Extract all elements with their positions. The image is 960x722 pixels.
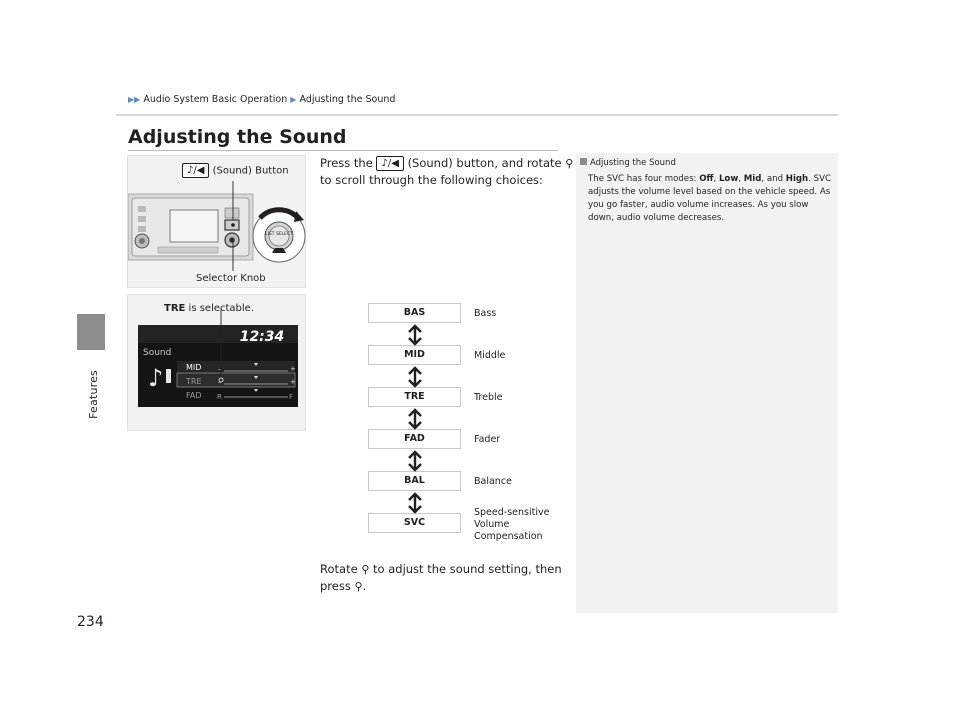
svc-mode-low: Low xyxy=(718,174,739,184)
choice-box-bas: BAS xyxy=(368,303,461,323)
intro-text: to scroll through the following choices: xyxy=(320,173,543,187)
sound-note-icon: ♪ xyxy=(148,364,164,392)
selector-knob-label: Selector Knob xyxy=(196,273,266,284)
sound-screen-figure xyxy=(127,294,306,431)
sidebar-text: , and xyxy=(761,174,786,184)
tre-callout-code: TRE xyxy=(164,303,186,314)
double-arrow-icon xyxy=(405,450,425,472)
page-title: Adjusting the Sound xyxy=(128,126,347,148)
sidebar-note xyxy=(576,153,838,613)
svg-text:+: + xyxy=(290,378,296,386)
side-tab-label: Features xyxy=(87,370,100,419)
sidebar-heading-text: Adjusting the Sound xyxy=(590,158,676,168)
svg-text:+: + xyxy=(290,365,296,373)
double-arrow-icon xyxy=(405,408,425,430)
choice-label-fad: Fader xyxy=(474,434,501,445)
outro-text: press xyxy=(320,579,351,593)
breadcrumb-item-audio-basic[interactable]: Audio System Basic Operation xyxy=(143,94,288,105)
svg-text:–: – xyxy=(218,365,222,373)
outro-text: . xyxy=(362,579,367,593)
tre-callout-text: is selectable. xyxy=(185,303,255,314)
sidebar-text: SVC adjusts the volume level based on the vehicle speed. As you go faster, audio volume increases. As you slow down, audio volume decreases. xyxy=(588,174,831,223)
choice-label-svc-line3: Compensation xyxy=(474,531,543,542)
outro-text: to adjust the sound setting, then xyxy=(373,562,562,576)
breadcrumb-arrow-icon: ▶ xyxy=(290,95,297,104)
svc-mode-high: High xyxy=(785,174,809,184)
svg-text:–: – xyxy=(218,378,222,386)
sound-button-icon: ♪/◀ xyxy=(182,163,209,178)
note-marker-icon xyxy=(580,158,587,165)
choice-label-svc-line1: Speed-sensitive xyxy=(474,507,550,518)
double-arrow-icon xyxy=(405,492,425,514)
tre-callout xyxy=(164,303,254,314)
breadcrumb xyxy=(128,94,395,105)
sidebar-text: The SVC has four modes: xyxy=(588,174,700,184)
choice-label-mid: Middle xyxy=(474,350,506,361)
sidebar-text: , xyxy=(713,174,719,184)
sidebar-text: . xyxy=(808,174,811,184)
sidebar-heading xyxy=(580,158,676,168)
choice-label-svc-line2: Volume xyxy=(474,519,510,530)
sidebar-body xyxy=(588,173,834,225)
svc-mode-off: Off xyxy=(699,174,714,184)
outro-text: Rotate xyxy=(320,562,358,576)
page-number: 234 xyxy=(77,614,104,630)
knob-press-icon: ⚲ xyxy=(354,580,363,593)
screen-clock: 12:34 xyxy=(239,329,285,345)
sidebar-text: , xyxy=(738,174,744,184)
screen-title: Sound xyxy=(143,348,172,358)
screen-row-mid: MID xyxy=(186,363,202,372)
double-arrow-icon xyxy=(405,366,425,388)
outro-paragraph xyxy=(320,561,562,595)
double-arrow-icon xyxy=(405,324,425,346)
choice-box-fad: FAD xyxy=(368,429,461,449)
intro-text: (Sound) button, and rotate xyxy=(407,156,562,170)
choice-box-mid: MID xyxy=(368,345,461,365)
audio-unit-figure xyxy=(127,155,306,288)
screen-row-fad: FAD xyxy=(186,391,202,400)
intro-text: Press the xyxy=(320,156,373,170)
fader-front-label: F xyxy=(289,393,294,401)
sound-button-label: (Sound) Button xyxy=(212,165,289,177)
title-divider xyxy=(128,150,558,151)
header-divider xyxy=(116,114,838,116)
selector-knob-icon: ⚲ xyxy=(361,563,370,576)
choice-box-bal: BAL xyxy=(368,471,461,491)
selector-knob-icon: ⚲ xyxy=(565,157,574,170)
sound-button-callout xyxy=(182,163,289,178)
sound-button-icon: ♪/◀ xyxy=(376,156,403,171)
choice-label-bas: Bass xyxy=(474,308,497,319)
fader-rear-label: R xyxy=(217,393,222,401)
choice-label-tre: Treble xyxy=(474,392,503,403)
choice-label-svc xyxy=(474,507,549,543)
features-side-tab xyxy=(77,314,105,350)
knob-text: LIST SELECT xyxy=(265,232,293,237)
screen-row-tre: TRE xyxy=(186,377,202,386)
breadcrumb-arrow-icon: ▶▶ xyxy=(128,95,141,104)
breadcrumb-item-adjusting-sound[interactable]: Adjusting the Sound xyxy=(299,94,396,105)
choice-box-tre: TRE xyxy=(368,387,461,407)
svc-mode-mid: Mid xyxy=(743,174,762,184)
sound-screen-illustration xyxy=(128,295,307,432)
choice-box-svc: SVC xyxy=(368,513,461,533)
intro-paragraph xyxy=(320,155,573,189)
choice-label-bal: Balance xyxy=(474,476,512,487)
